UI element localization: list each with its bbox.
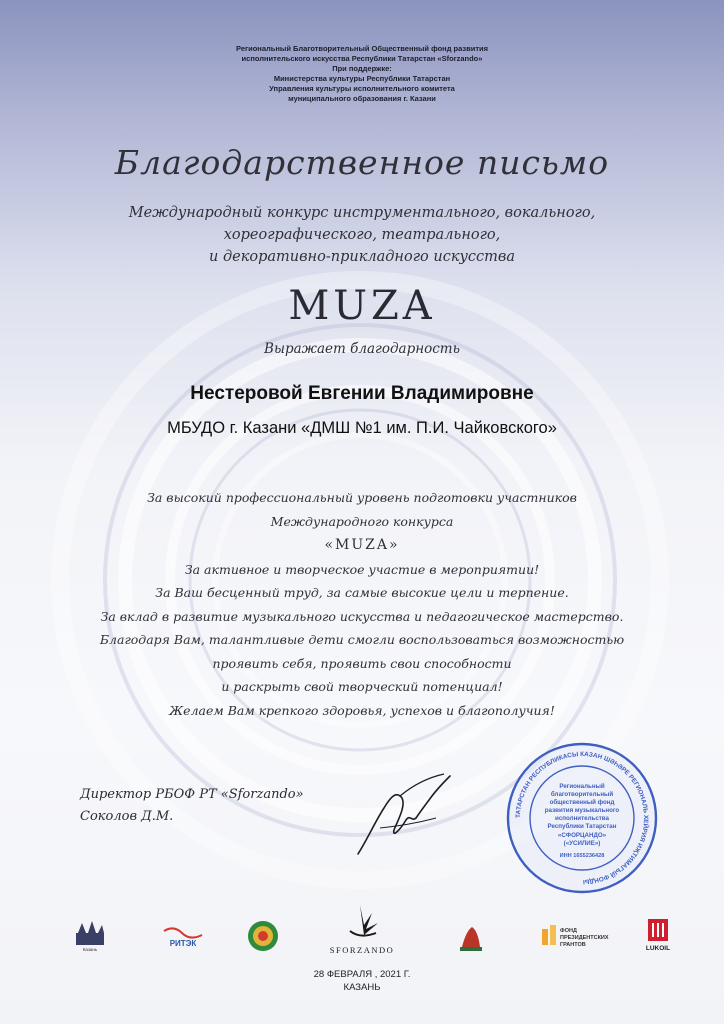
signatory-name: Соколов Д.М.	[80, 809, 174, 824]
sforzando-label: SFORZANDO	[329, 945, 395, 955]
kazan-logo	[72, 917, 108, 953]
stamp-inner-line: развития музыкального	[544, 807, 620, 814]
tatarstan-emblem-logo	[246, 919, 280, 953]
stamp-inner-line: Региональный	[559, 783, 605, 790]
body-line: Международного конкурса	[270, 513, 454, 529]
organization-stamp	[504, 740, 660, 896]
stamp-inner-line: Республики Татарстан	[547, 823, 617, 830]
contest-line: хореографического, театрального,	[223, 227, 501, 243]
fund-line: ГРАНТОВ	[560, 942, 586, 948]
issue-city: КАЗАНЬ	[343, 982, 381, 993]
stamp-inner-line: благотворительный	[550, 791, 614, 798]
header-line: Управления культуры исполнительного комитета	[269, 84, 455, 93]
header-line: Министерства культуры Республики Татарстан	[273, 74, 451, 83]
stamp-inner-line: общественный фонд	[549, 799, 615, 806]
stamp-number: ИНН 1655236428	[559, 853, 605, 859]
contest-name: MUZA	[288, 283, 436, 329]
recipient-institution: МБУДО г. Казани «ДМШ №1 им. П.И. Чайковского»	[167, 419, 557, 437]
body-line: Желаем Вам крепкого здоровья, успехов и благополучия!	[169, 702, 555, 718]
contest-line: Международный конкурс инструментального, вокального,	[128, 205, 596, 221]
kazan-caption: Казань	[82, 947, 98, 952]
sponsor-logos	[0, 895, 724, 965]
expresses-gratitude: Выражает благодарность	[264, 341, 460, 357]
handwritten-signature	[340, 768, 460, 860]
letter-body	[0, 486, 724, 722]
header-line: муниципального образования г. Казани	[288, 94, 436, 103]
kazan-crest-logo	[456, 921, 486, 953]
recipient-name: Нестеровой Евгении Владимировне	[190, 383, 534, 404]
signatory-position: Директор РБОФ РТ «Sforzando»	[80, 787, 304, 802]
letter-title: Благодарственное письмо	[114, 143, 610, 182]
body-line: За активное и творческое участие в мероприятии!	[184, 561, 540, 577]
issue-date-block	[0, 968, 724, 994]
signatory-block	[80, 784, 304, 828]
ritek-logo	[160, 925, 206, 949]
stamp-inner-line: («УСИЛИЕ»)	[563, 840, 601, 847]
stamp-inner-line: исполнительства	[555, 815, 609, 822]
organizer-header	[0, 44, 724, 104]
ritek-label: РИТЭК	[169, 939, 197, 948]
body-line: За Ваш бесценный труд, за самые высокие цели и терпение.	[155, 585, 569, 600]
issue-date: 28 ФЕВРАЛЯ , 2021 Г.	[313, 969, 411, 980]
sforzando-logo	[320, 899, 404, 961]
body-line: проявить себя, проявить свои способности	[212, 655, 512, 671]
lukoil-logo	[644, 917, 672, 953]
stamp-outer-text: ТАТАРСТАН РЕСПУБЛИКАСЫ КАЗАН ШӘҺӘРЕ РЕГИОНАЛЬ ХЕЙРИЯ ИҖТИМАГЫЙ ФОНДЫ	[514, 750, 650, 886]
body-contest-name: «MUZA»	[324, 537, 400, 553]
header-line: Региональный Благотворительный Общественный фонд развития	[236, 44, 488, 53]
stamp-inner-line: «СФОРЦАНДО»	[557, 832, 607, 839]
body-line: За высокий профессиональный уровень подготовки участников	[147, 490, 577, 505]
header-line: При поддержке:	[332, 64, 392, 73]
body-line: За вклад в развитие музыкального искусства и педагогическое мастерство.	[100, 608, 624, 624]
header-line: исполнительского искусства Республики Татарстан «Sforzando»	[241, 54, 483, 63]
fund-line: ФОНД	[560, 928, 577, 934]
lukoil-label: LUKOIL	[645, 945, 671, 952]
presidential-grants-fund-logo	[540, 923, 616, 951]
body-line: и раскрыть свой творческий потенциал!	[221, 679, 503, 694]
fund-line: ПРЕЗИДЕНТСКИХ	[560, 935, 609, 941]
body-line: Благодаря Вам, талантливые дети смогли воспользоваться возможностью	[99, 632, 625, 647]
contest-description	[0, 202, 724, 268]
contest-line: и декоративно-прикладного искусства	[209, 249, 515, 265]
